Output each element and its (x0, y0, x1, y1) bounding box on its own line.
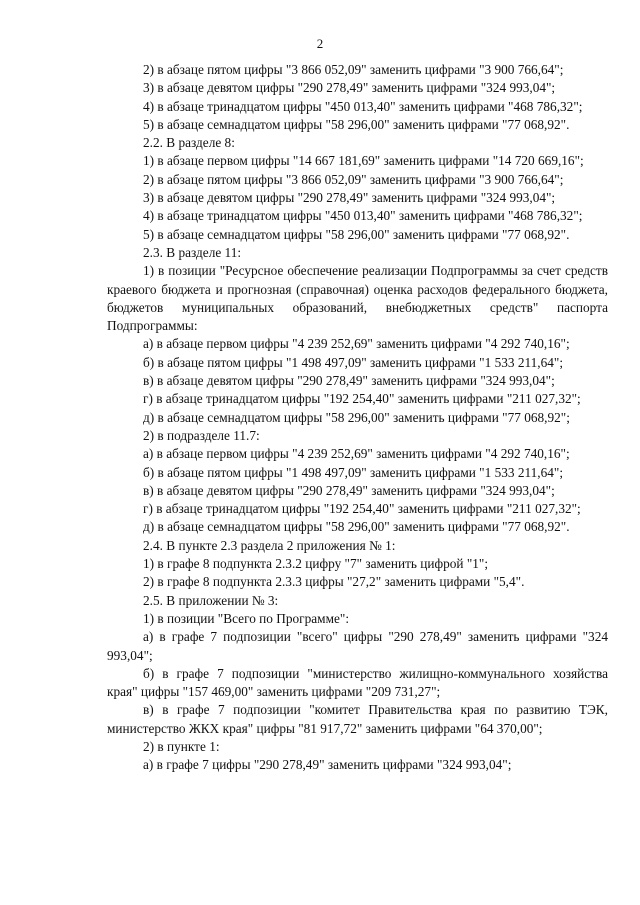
paragraph: 3) в абзаце девятом цифры "290 278,49" заменить цифрами "324 993,04"; (143, 80, 556, 96)
paragraph: 1) в позиции "Ресурсное обеспечение реализации Подпрограммы за счет средств краевого бюджета и прогнозная (справочная) оценка расходов федерального бюджета, бюджетов муниципальных образований, внебюджетных средств" паспорта Подпрограммы: (107, 263, 608, 334)
paragraph: г) в абзаце тринадцатом цифры "192 254,40" заменить цифрами "211 027,32"; (143, 391, 581, 407)
paragraph: а) в графе 7 подпозиции "всего" цифры "290 278,49" заменить цифрами "324 993,04"; (107, 629, 608, 663)
paragraph: 1) в позиции "Всего по Программе": (143, 610, 350, 626)
paragraph: д) в абзаце семнадцатом цифры "58 296,00" заменить цифрами "77 068,92". (143, 519, 570, 535)
paragraph: а) в графе 7 цифры "290 278,49" заменить цифрами "324 993,04"; (143, 757, 512, 773)
paragraph: 4) в абзаце тринадцатом цифры "450 013,40" заменить цифрами "468 786,32"; (143, 208, 583, 224)
document-body (107, 61, 608, 775)
page-number: 2 (316, 36, 324, 51)
paragraph: 4) в абзаце тринадцатом цифры "450 013,40" заменить цифрами "468 786,32"; (143, 98, 583, 114)
paragraph: 1) в абзаце первом цифры "14 667 181,69" заменить цифрами "14 720 669,16"; (143, 153, 584, 169)
paragraph: д) в абзаце семнадцатом цифры "58 296,00" заменить цифрами "77 068,92"; (143, 409, 570, 425)
paragraph: 5) в абзаце семнадцатом цифры "58 296,00" заменить цифрами "77 068,92". (143, 116, 570, 132)
paragraph: 2) в абзаце пятом цифры "3 866 052,09" заменить цифрами "3 900 766,64"; (143, 62, 564, 77)
paragraph: г) в абзаце тринадцатом цифры "192 254,40" заменить цифрами "211 027,32"; (143, 501, 581, 517)
paragraph: а) в абзаце первом цифры "4 239 252,69" заменить цифрами "4 292 740,16"; (143, 446, 570, 462)
paragraph: 2.5. В приложении № 3: (143, 592, 279, 608)
paragraph: 1) в графе 8 подпункта 2.3.2 цифру "7" заменить цифрой "1"; (143, 556, 489, 572)
paragraph: а) в абзаце первом цифры "4 239 252,69" заменить цифрами "4 292 740,16"; (143, 336, 570, 352)
paragraph: 2) в пункте 1: (143, 738, 220, 754)
paragraph: 2) в абзаце пятом цифры "3 866 052,09" заменить цифрами "3 900 766,64"; (143, 171, 564, 187)
paragraph: 3) в абзаце девятом цифры "290 278,49" заменить цифрами "324 993,04"; (143, 190, 556, 206)
paragraph: 2) в подразделе 11.7: (143, 427, 260, 443)
paragraph: б) в абзаце пятом цифры "1 498 497,09" заменить цифрами "1 533 211,64"; (143, 464, 564, 480)
paragraph: 2) в графе 8 подпункта 2.3.3 цифры "27,2" заменить цифрами "5,4". (143, 574, 525, 590)
paragraph: б) в абзаце пятом цифры "1 498 497,09" заменить цифрами "1 533 211,64"; (143, 354, 564, 370)
paragraph: в) в абзаце девятом цифры "290 278,49" заменить цифрами "324 993,04"; (143, 373, 555, 389)
paragraph: 2.3. В разделе 11: (143, 244, 242, 260)
paragraph: в) в абзаце девятом цифры "290 278,49" заменить цифрами "324 993,04"; (143, 482, 555, 498)
paragraph: в) в графе 7 подпозиции "комитет Правительства края по развитию ТЭК, министерство ЖКХ края" цифры "81 917,72" заменить цифрами "64 370,00"; (107, 702, 608, 736)
paragraph: б) в графе 7 подпозиции "министерство жилищно-коммунального хозяйства края" цифры "157 469,00" заменить цифрами "209 731,27"; (107, 665, 608, 700)
paragraph: 2.2. В разделе 8: (143, 135, 235, 151)
paragraph: 2.4. В пункте 2.3 раздела 2 приложения № 1: (143, 537, 396, 553)
paragraph: 5) в абзаце семнадцатом цифры "58 296,00" заменить цифрами "77 068,92". (143, 226, 570, 242)
